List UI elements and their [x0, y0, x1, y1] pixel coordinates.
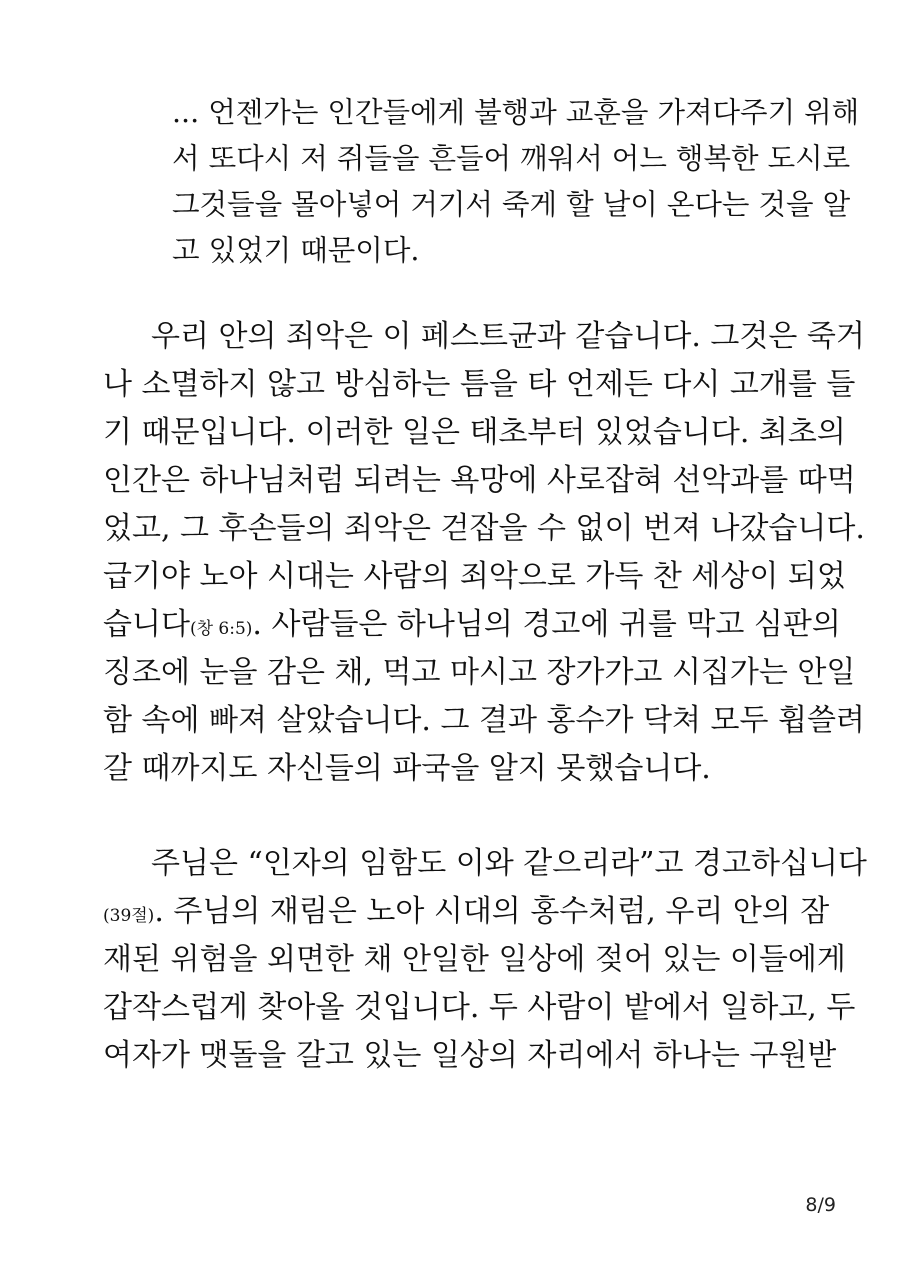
paragraph-line: [103, 601, 841, 649]
paragraph-text: 습니다: [103, 607, 190, 642]
body-paragraph-2: [103, 840, 867, 1080]
page-number: 8/9: [805, 1194, 836, 1216]
paragraph-line: 급기야 노아 시대는 사람의 죄악으로 가득 찬 세상이 되었: [103, 559, 846, 594]
verse-reference: (39절): [103, 906, 155, 926]
quote-line: 그것들을 몰아넣어 거기서 죽게 할 날이 온다는 것을 알: [172, 188, 851, 221]
paragraph-line: 었고, 그 후손들의 죄악은 걷잡을 수 없이 번져 나갔습니다.: [103, 511, 865, 546]
paragraph-line: 나 소멸하지 않고 방심하는 틈을 타 언제든 다시 고개를 들: [103, 367, 856, 402]
paragraph-line: 우리 안의 죄악은 이 페스트균과 같습니다. 그것은 죽거: [151, 319, 865, 354]
paragraph-line: 기 때문입니다. 이러한 일은 태초부터 있었습니다. 최초의: [103, 415, 846, 450]
paragraph-line: [103, 888, 830, 936]
paragraph-line: 재된 위험을 외면한 채 안일한 일상에 젖어 있는 이들에게: [103, 942, 846, 977]
paragraph-line: 인간은 하나님처럼 되려는 욕망에 사로잡혀 선악과를 따먹: [103, 463, 856, 498]
quote-line: ... 언젠가는 인간들에게 불행과 교훈을 가져다주기 위해: [172, 96, 860, 129]
block-quote: [172, 90, 860, 274]
paragraph-line: 갑작스럽게 찾아올 것입니다. 두 사람이 밭에서 일하고, 두: [103, 990, 856, 1025]
scripture-reference: (창 6:5): [189, 619, 253, 639]
paragraph-line: 주님은 “인자의 임함도 이와 같으리라”고 경고하십니다: [151, 846, 867, 881]
quote-line: 고 있었기 때문이다.: [172, 234, 420, 267]
quote-line: 서 또다시 저 쥐들을 흔들어 깨워서 어느 행복한 도시로: [172, 142, 851, 175]
paragraph-text: . 주님의 재림은 노아 시대의 홍수처럼, 우리 안의 잠: [154, 894, 830, 929]
paragraph-line: 징조에 눈을 감은 채, 먹고 마시고 장가가고 시집가는 안일: [103, 655, 856, 690]
paragraph-text: . 사람들은 하나님의 경고에 귀를 막고 심판의: [252, 607, 841, 642]
paragraph-line: 함 속에 빠져 살았습니다. 그 결과 홍수가 닥쳐 모두 휩쓸려: [103, 703, 865, 738]
paragraph-line: 여자가 맷돌을 갈고 있는 일상의 자리에서 하나는 구원받: [103, 1038, 837, 1073]
paragraph-line: 갈 때까지도 자신들의 파국을 알지 못했습니다.: [103, 751, 711, 786]
body-paragraph-1: [103, 313, 865, 793]
